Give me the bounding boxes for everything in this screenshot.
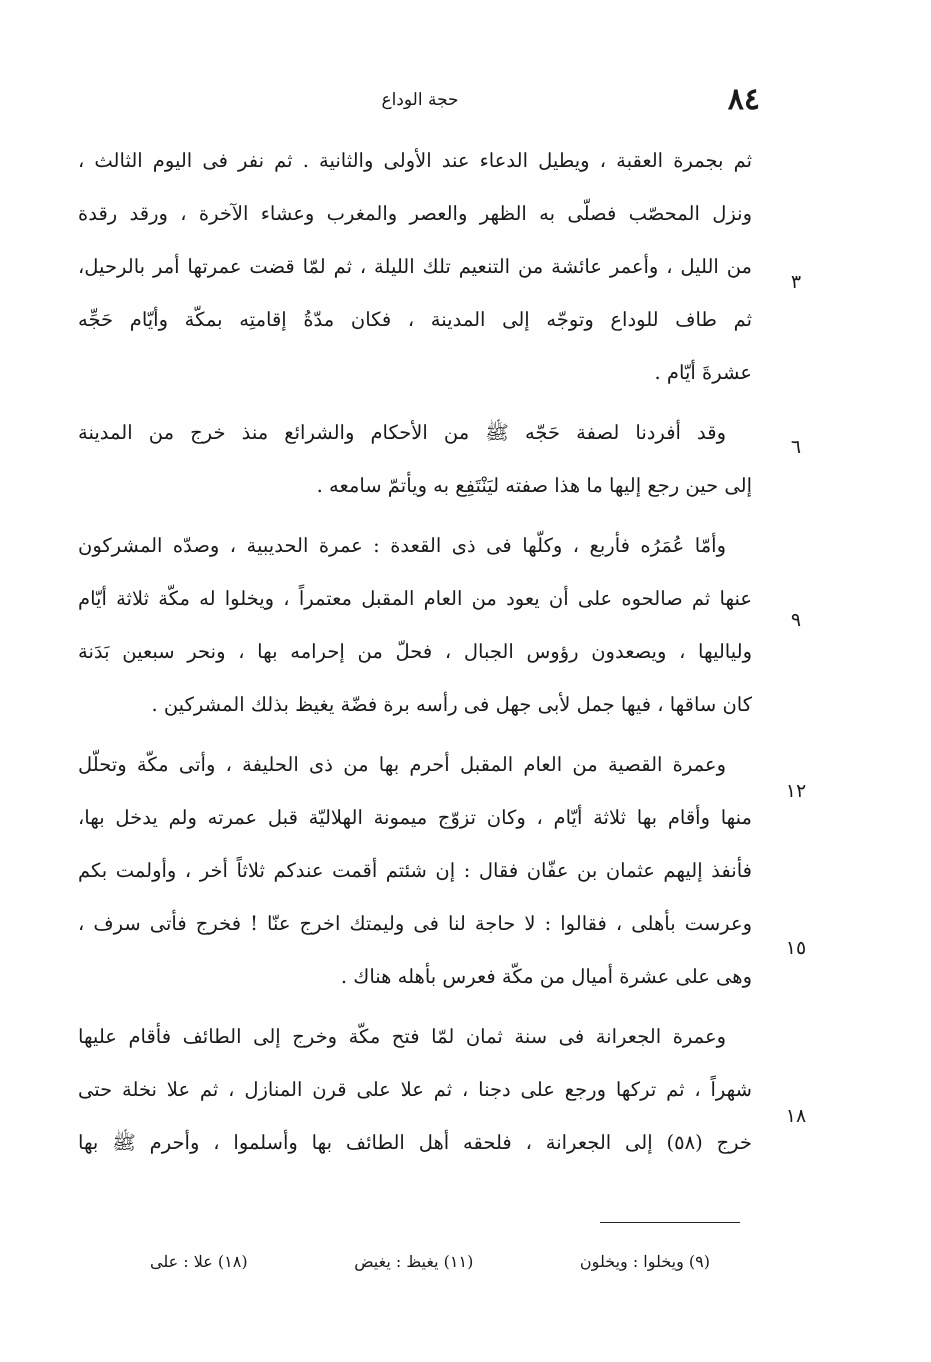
line-number-15: ١٥ [785,937,807,959]
line-number-6: ٦ [790,436,802,458]
text-line: عنها ثم صالحوه على أن يعود من العام المقبل معتمراً ، ويخلوا له مكّة ثلاثة أيّام [78,587,752,610]
page-header [80,82,760,118]
footnotes [150,1247,710,1277]
body-text [78,134,752,1169]
text-line: إلى حين رجع إليها ما هذا صفته ليَنْتَفِع به ويأتمّ سامعه . [316,474,752,497]
text-line: كان ساقها ، فيها جمل لأبى جهل فى رأسه برة فضّة يغيظ بذلك المشركين . [151,693,752,716]
text-line: ثم طاف للوداع وتوجّه إلى المدينة ، فكان مدّةُ إقامتِه بمكّة وأيّام حَجِّه [78,308,752,331]
footnote: (١٨) علا : على [150,1252,248,1271]
text-line: وقد أفردنا لصفة حَجّه ﷺ من الأحكام والشرائع منذ خرج من المدينة [78,421,726,444]
text-line: ولياليها ، ويصعدون رؤوس الجبال ، فحلّ من إحرامه بها ، ونحر سبعين بَدَنة [78,640,752,663]
text-line: وعرست بأهلى ، فقالوا : لا حاجة لنا فى وليمتك اخرج عنّا ! فخرج فأتى سرف ، [78,912,752,935]
text-line: من الليل ، وأعمر عائشة من التنعيم تلك الليلة ، ثم لمّا قضت عمرتها أمر بالرحيل، [78,255,752,278]
footnote: (٩) ويخلوا : ويخلون [579,1252,710,1271]
footnote: (١١) يغيظ : يغيض [354,1252,474,1271]
line-number-9: ٩ [790,609,802,631]
text-line: عشرةَ أيّام . [654,361,752,384]
page-number: ٨٤ [727,82,760,117]
text-line: ونزل المحصّب فصلّى به الظهر والعصر والمغرب وعشاء الآخرة ، ورقد رقدة [78,202,752,225]
line-number-12: ١٢ [785,780,807,802]
text-line: شهراً ، ثم تركها ورجع على دجنا ، ثم علا على قرن المنازل ، ثم علا نخلة حتى [78,1078,752,1101]
text-line: فأنفذ إليهم عثمان بن عفّان فقال : إن شئتم أقمت عندكم ثلاثاً أخر ، وأولمت بكم [78,859,752,882]
running-title: حجة الوداع [381,90,459,110]
text-line: وهى على عشرة أميال من مكّة فعرس بأهله هناك . [340,965,752,988]
text-line: ثم بجمرة العقبة ، ويطيل الدعاء عند الأولى والثانية . ثم نفر فى اليوم الثالث ، [78,149,752,172]
text-line: خرج (٥٨) إلى الجعرانة ، فلحقه أهل الطائف بها وأسلموا ، وأحرم ﷺ بها [78,1131,752,1154]
text-line: وعمرة الجعرانة فى سنة ثمان لمّا فتح مكّة وخرج إلى الطائف فأقام عليها [78,1025,726,1048]
line-number-18: ١٨ [785,1105,807,1127]
footnote-rule [600,1222,740,1223]
text-line: منها وأقام بها ثلاثة أيّام ، وكان تزوّج ميمونة الهلاليّة قبل عمرته ولم يدخل بها، [78,806,752,829]
text-line: وعمرة القصية من العام المقبل أحرم بها من ذى الحليفة ، وأتى مكّة وتحلّل [78,753,726,776]
text-line: وأمّا عُمَرُه فأربع ، وكلّها فى ذى القعدة : عمرة الحديبية ، وصدّه المشركون [78,534,726,557]
line-number-3: ٣ [790,271,802,293]
